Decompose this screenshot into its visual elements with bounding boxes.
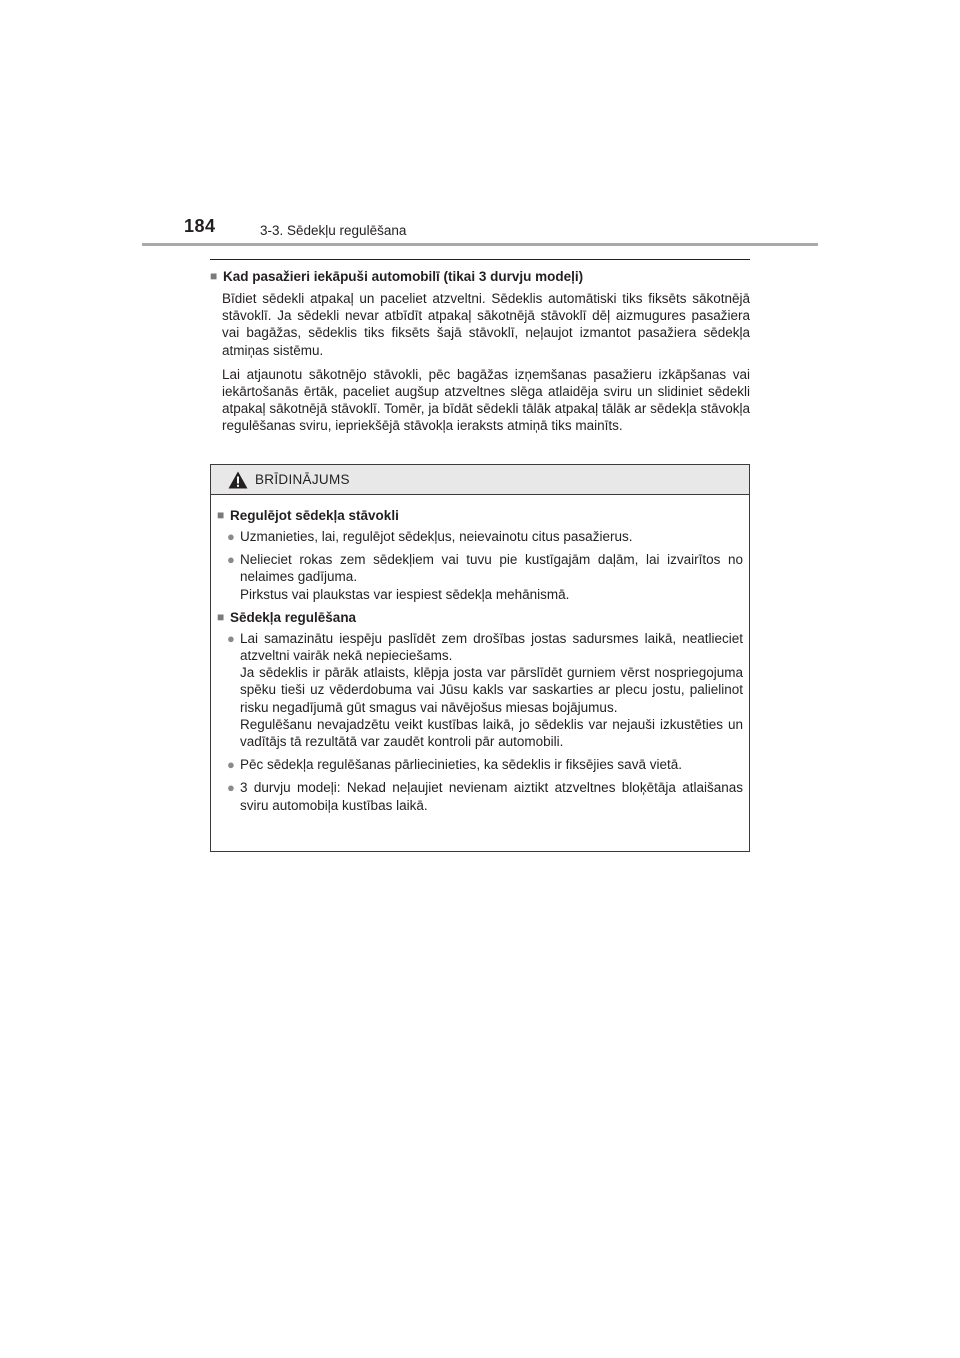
warning-subheading <box>217 609 743 626</box>
warning-triangle-icon <box>228 471 248 489</box>
section-divider <box>210 259 750 260</box>
warning-item-text: Pēc sēdekļa regulēšanas pārliecinieties, ka sēdeklis ir fiksējies savā vietā. <box>240 757 682 773</box>
warning-subheading-text: Regulējot sēdekļa stāvokli <box>230 508 399 523</box>
header-divider <box>142 243 818 246</box>
square-bullet-icon: ■ <box>210 269 218 283</box>
warning-item-text: Pirkstus vai plaukstas var iespiest sēdekļa mehānismā. <box>240 586 570 602</box>
chapter-title: 3-3. Sēdekļu regulēšana <box>260 223 407 238</box>
warning-list-item <box>217 630 743 750</box>
warning-list-item <box>217 779 743 813</box>
warning-list-item <box>217 756 743 773</box>
warning-item-text: Uzmanieties, lai, regulējot sēdekļus, neievainotu citus pasažierus. <box>240 529 633 544</box>
section-heading <box>210 268 750 285</box>
paragraph: Bīdiet sēdekli atpakaļ un paceliet atzveltni. Sēdeklis automātiski tiks fiksēts sākotnējā stāvoklī. Ja sēdekli nevar atbīdīt atpakaļ sākotnējā stāvoklī dēļ aizmugures pasažiera vai bagāžas, sēdeklis tiks fiksēts šajā stāvoklī, neļaujot izmantot pasažiera sēdekļa atmiņas sistēmu. <box>222 291 750 358</box>
main-section <box>210 259 750 442</box>
warning-subheading <box>217 507 743 524</box>
warning-box <box>210 464 750 852</box>
page-header <box>0 0 960 250</box>
square-bullet-icon: ■ <box>217 508 225 522</box>
warning-item-text: Nelieciet rokas zem sēdekļiem vai tuvu pie kustīgajām daļām, lai izvairītos no nelaimes gadījuma. <box>240 552 743 585</box>
warning-item-text: Lai samazinātu iespēju paslīdēt zem drošības jostas sadursmes laikā, neatlieciet atzveltni vairāk nekā nepieciešams. <box>240 630 743 664</box>
warning-subheading-text: Sēdekļa regulēšana <box>230 609 357 625</box>
round-bullet-icon: ● <box>227 780 235 796</box>
warning-item-text: Ja sēdeklis ir pārāk atlaists, klēpja josta var pārslīdēt gurniem vērst nospriegojuma spēku tieši uz vēderdobuma vai Jūsu kakls var saskarties ar plecu jostu, palielinot risku negadījumā gūt smagus vai nāvējošus miesas bojājumus. <box>240 665 743 715</box>
warning-body <box>211 495 749 814</box>
paragraph: Lai atjaunotu sākotnējo stāvokli, pēc bagāžas izņemšanas pasažieru izkāpšanas vai iekārtošanās ērtāk, paceliet augšup atzveltnes slēga atlaidēja sviru un slidiniet sēdekli atpakaļ sākotnējā stāvoklī. Tomēr, ja bīdāt sēdekli tālāk atpakaļ tālāk ar sēdekļa stāvokļa regulēšanas sviru, iepriekšējā stāvokļa ieraksts atmiņā tiks mainīts. <box>222 366 750 434</box>
page-number: 184 <box>184 216 216 236</box>
warning-title: BRĪDINĀJUMS <box>255 472 350 487</box>
section-heading-text: Kad pasažieri iekāpuši automobilī (tikai 3 durvju modeļi) <box>223 269 584 284</box>
round-bullet-icon: ● <box>227 552 235 568</box>
warning-item-text: Regulēšanu nevajadzētu veikt kustības laikā, jo sēdeklis var nejauši izkustēties un vadītājs tā rezultātā var zaudēt kontroli pār automobili. <box>240 716 743 750</box>
round-bullet-icon: ● <box>227 630 235 646</box>
warning-item-text: 3 durvju modeļi: Nekad neļaujiet nevienam aiztikt atzveltnes bloķētāja atlaišanas sviru automobiļa kustības laikā. <box>240 780 743 813</box>
square-bullet-icon: ■ <box>217 609 225 624</box>
warning-header <box>211 465 749 495</box>
round-bullet-icon: ● <box>227 757 235 773</box>
round-bullet-icon: ● <box>227 529 235 544</box>
warning-list-item <box>217 528 743 545</box>
warning-list-item <box>217 551 743 603</box>
